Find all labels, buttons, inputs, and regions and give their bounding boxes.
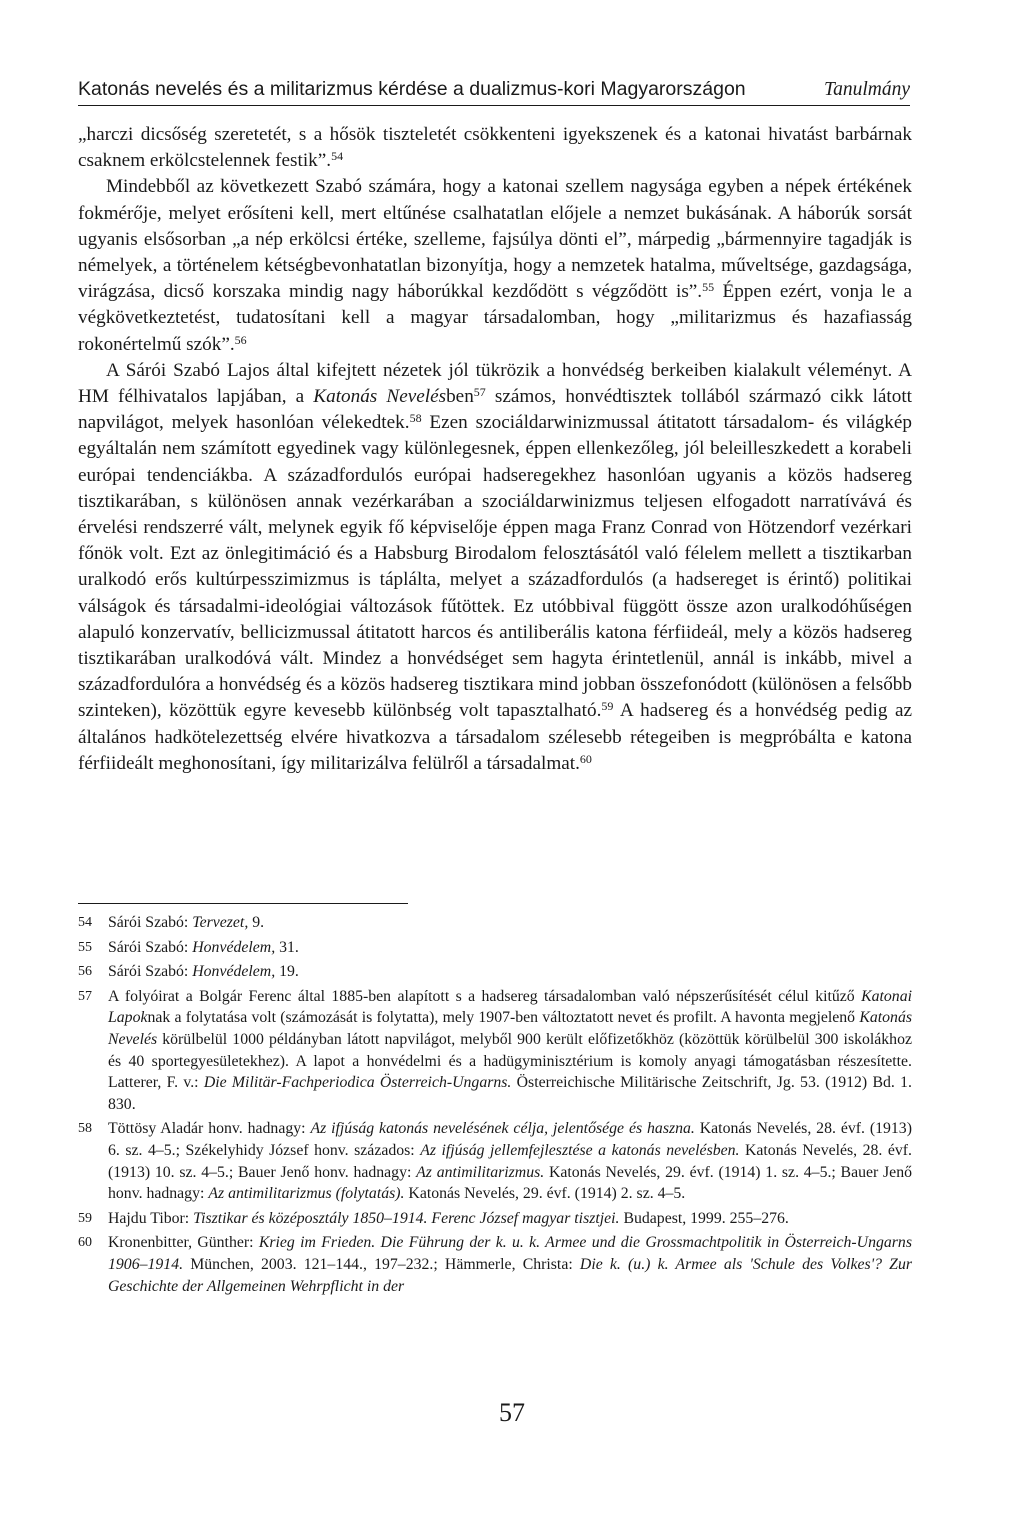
footnote-number: 57 bbox=[78, 988, 92, 1004]
text-run: Töttösy Aladár honv. hadnagy: bbox=[108, 1120, 311, 1138]
cited-title: Az ifjúság jellemfejlesztése a katonás nevelésben. bbox=[420, 1141, 740, 1159]
cited-title: Az antimilitarizmus. bbox=[416, 1163, 545, 1181]
footnote-number: 55 bbox=[78, 939, 92, 955]
footnote-58 bbox=[78, 1118, 912, 1204]
header-rule bbox=[78, 105, 910, 106]
footnote-number: 60 bbox=[78, 1235, 92, 1251]
text-run: „harczi dicsőség szeretetét, s a hősök tiszteletét csökkenteni igyekszenek és a katonai hivatást barbárnak csaknem erkölcstelennek festik”. bbox=[78, 124, 912, 172]
footnote-ref-55[interactable]: 55 bbox=[702, 280, 715, 295]
text-run: Österreichische Militärische Zeitschrift, Jg. 53. (1912) Bd. 1. 830. bbox=[108, 1074, 912, 1113]
text-run: Budapest, 1999. 255–276. bbox=[619, 1209, 789, 1227]
footnote-text bbox=[108, 1208, 912, 1230]
footnote-text bbox=[108, 1118, 912, 1204]
footnote-59 bbox=[78, 1208, 912, 1230]
text-run: Sárói Szabó: bbox=[108, 938, 193, 956]
text-run: 31. bbox=[275, 938, 299, 956]
text-run: A Sárói Szabó Lajos által kifejtett nézetek jól tükrözik a honvédség berkeiben kialakult véleményt. A HM félhivatalos lapjában, a bbox=[78, 359, 912, 408]
text-run: Katonás Nevelés, 29. évf. (1914) 2. sz. 4–5. bbox=[404, 1185, 686, 1203]
footnote-ref-59[interactable]: 59 bbox=[601, 699, 614, 714]
text-run: Sárói Szabó: bbox=[108, 914, 193, 931]
cited-title: Az ifjúság katonás nevelésének célja, jelentősége és haszna. bbox=[310, 1120, 695, 1138]
footnote-text bbox=[108, 961, 912, 983]
footnote-number: 54 bbox=[78, 915, 92, 930]
footnote-text bbox=[108, 1232, 912, 1297]
text-run: Mindebből az következett Szabó számára, hogy a katonai szellem nagysága egyben a népek értékének fokmérője, melyet erősíteni kell, mert eltűnése csalhatatlan előjele a nemzet bukásának. A háborúk sorsát ugyanis elsősorban „a nép erkölcsi értéke, szelleme, fajsúlya dönti el”, márpedig „bármennyire tagadják is némelyek, a történelem kétségbevonhatatlan bizonyítja, hogy a nemzetek hatalma, műveltsége, gazdagsága, virágzása, dicső korszaka mindig nagy háborúkkal kezdődött s végződött is”. bbox=[78, 176, 912, 303]
paragraph-2 bbox=[78, 174, 912, 357]
footnote-57 bbox=[78, 986, 912, 1116]
text-run: Éppen ezért, vonja le a végkövetkeztetést, tudatosítani kell a magyar társadalomban, hogy „militarizmus és hazafiasság rokonértelmű szók”. bbox=[78, 281, 913, 355]
text-run: Katonás Nevelés, 28. évf. (1913) 10. sz. 4–5.; Bauer Jenő honv. hadnagy: bbox=[108, 1141, 912, 1181]
text-run: 9. bbox=[248, 914, 265, 931]
text-run: körülbelül 1000 példányban látott napvilágot, melyből 900 került előfizetőkhöz (közöttük körülbelül 300 iskolákhoz és 40 sportegyesületekhez). A lapot a honvédelmi és a hadügyminisztérium is komoly anyagi támogatásban részesítette. Latterer, F. v.: bbox=[108, 1030, 912, 1092]
journal-title: Katonás Nevelés bbox=[313, 386, 447, 408]
footnote-56 bbox=[78, 961, 912, 983]
text-run: Sárói Szabó: bbox=[108, 963, 193, 981]
text-run: számos, honvédtisztek tollából származó cikk látott napvilágot, melyek hasonlóan vélekedtek. bbox=[78, 386, 913, 434]
footnote-ref-60[interactable]: 60 bbox=[579, 751, 592, 766]
running-header bbox=[78, 78, 910, 101]
paragraph-3 bbox=[78, 358, 912, 777]
footnote-54 bbox=[78, 912, 912, 934]
cited-title: Tervezet, bbox=[192, 914, 249, 931]
footnote-ref-57[interactable]: 57 bbox=[473, 385, 486, 400]
text-run: A hadsereg és a honvédség pedig az általános hadkötelezettség elvére hivatkozva a társadalom szélesebb rétegeiben is megpróbálta e katona férfiideált meghonosítani, így militarizálva felülről a társadalmat. bbox=[78, 700, 912, 774]
text-run: ben bbox=[446, 386, 474, 408]
text-run: A folyóirat a Bolgár Ferenc által 1885-ben alapított s a hadsereg társadalomban való népszerűsítését célul kitűző bbox=[108, 987, 862, 1005]
page-number: 57 bbox=[499, 1398, 525, 1427]
footnote-55 bbox=[78, 937, 912, 959]
text-run: Katonás Nevelés, 29. évf. (1914) 1. sz. 4–5.; Bauer Jenő honv. hadnagy: bbox=[108, 1163, 912, 1203]
cited-title: Die k. (u.) k. Armee als 'Schule des Volkes'? Zur Geschichte der Allgemeinen Wehrpflicht in der bbox=[108, 1255, 912, 1295]
footnote-ref-56[interactable]: 56 bbox=[234, 332, 247, 347]
section-rubric: Tanulmány bbox=[824, 79, 910, 100]
article-body bbox=[78, 122, 912, 777]
cited-title: Honvédelem, bbox=[192, 963, 276, 981]
footnote-number: 59 bbox=[78, 1210, 92, 1226]
text-run: Katonás Nevelés, 28. évf. (1913) 6. sz. 4–5.; Székelyhidy József honv. százados: bbox=[108, 1120, 912, 1159]
text-run: nak a folytatása volt (számozását is folytatta), mely 1907-ben változtatott nevet és profilt. A havonta megjelenő bbox=[147, 1009, 860, 1027]
cited-title: Krieg im Frieden. Die Führung der k. u. k. Armee und die Grossmachtpolitik in Österreich-Ungarns 1906–1914. bbox=[108, 1234, 912, 1273]
text-run: 19. bbox=[275, 963, 299, 981]
footnote-ref-54[interactable]: 54 bbox=[331, 149, 344, 164]
text-run: Ezen szociáldarwinizmussal átitatott társadalom- és világkép egyáltalán nem számított egyedinek vagy különlegesnek, éppen ellenkezőleg, jól beleilleszkedett a korabeli európai tendenciákba. A századfordulós európai hadseregekhez hasonlóan ugyanis a közös hadsereg tisztikarában, s különösen annak vezérkarában a szociáldarwinizmus teljesen elfogadott narratívává és érvelési rendszerré vált, melynek egyik fő képviselője éppen maga Franz Conrad von Hötzendorf vezérkari főnök volt. Ezt az önlegitimáció és a Habsburg Birodalom felosztásától való félelem mellett a tisztikarban uralkodó erős kultúrpesszimizmus is táplálta, melyet a századfordulós (a hadsereget is érintő) politikai válságok és társadalmi-ideológiai változások fűtöttek. Ez utóbbival függött össze azon uralkodóhűségen alapuló konzervatív, bellicizmussal átitatott harcos és antiliberális katona férfiideál, mely a közös hadsereg tisztikarában uralkodóvá vált. Mindez a honvédséget sem hagyta érintetlenül, annál is inkább, mivel a századfordulóra a honvédség és a közös hadsereg tisztikara mind jobban összefonódott (különösen a felsőbb szinteken), közöttük egyre kevesebb különbség volt tapasztalható. bbox=[78, 412, 913, 722]
text-run: München, 2003. 121–144., 197–232.; Hämmerle, Christa: bbox=[183, 1255, 580, 1273]
footnotes bbox=[78, 912, 912, 1300]
cited-title: Die Militär-Fachperiodica Österreich-Ungarns. bbox=[203, 1074, 512, 1092]
footnote-text bbox=[108, 937, 912, 959]
cited-title: Honvédelem, bbox=[192, 938, 276, 956]
paragraph-1 bbox=[78, 122, 912, 174]
text-run: Kronenbitter, Günther: bbox=[108, 1234, 259, 1252]
cited-title: Katonai Lapok bbox=[108, 987, 912, 1027]
cited-title: Katonás Nevelés bbox=[108, 1009, 912, 1048]
footnote-number: 58 bbox=[78, 1121, 92, 1137]
footnote-ref-58[interactable]: 58 bbox=[409, 411, 422, 426]
footnote-text bbox=[108, 912, 912, 934]
footnote-60 bbox=[78, 1232, 912, 1297]
footnote-text bbox=[108, 986, 912, 1116]
footnote-rule bbox=[78, 903, 408, 904]
cited-title: Az antimilitarizmus (folytatás). bbox=[208, 1185, 405, 1203]
footnote-number: 56 bbox=[78, 964, 92, 980]
text-run: Hajdu Tibor: bbox=[108, 1209, 194, 1227]
cited-title: Tisztikar és középosztály 1850–1914. Ferenc József magyar tisztjei. bbox=[193, 1209, 620, 1227]
running-title: Katonás nevelés és a militarizmus kérdése a dualizmus-kori Magyarországon bbox=[78, 78, 746, 100]
